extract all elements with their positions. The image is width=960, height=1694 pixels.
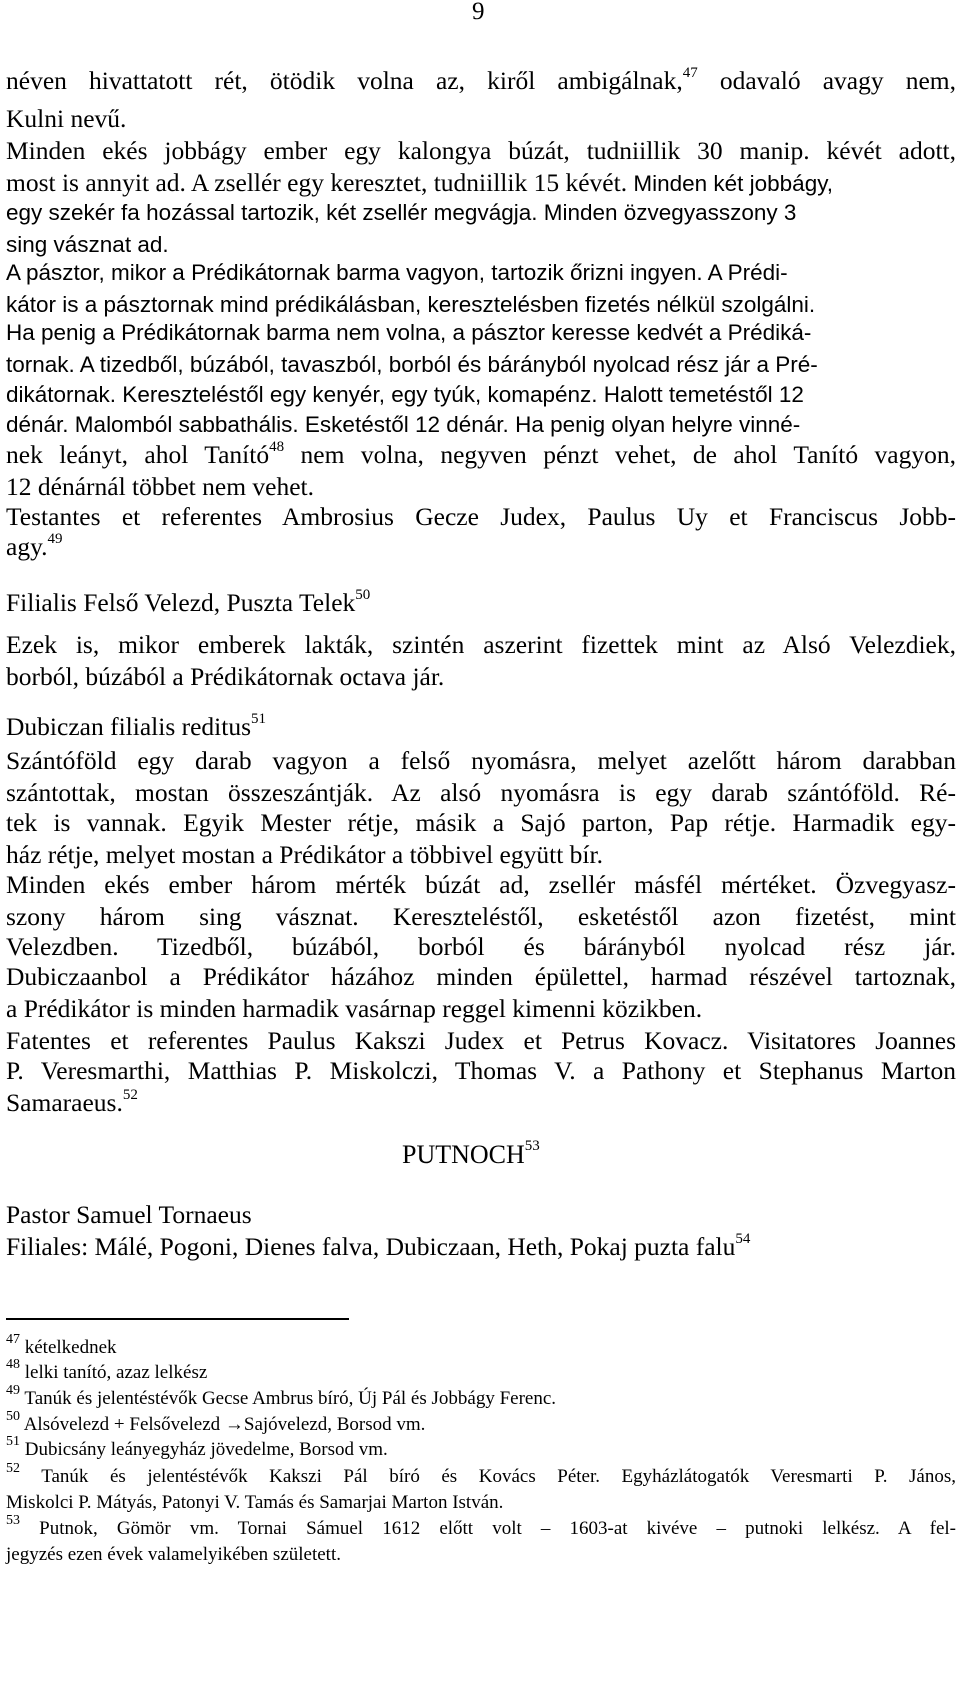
line-text: szántottak, mostan összeszántják. Az alsó nyomásra is egy darab szántóföld. Ré- — [6, 778, 956, 807]
footnote-text: Putnok, Gömör vm. Tornai Sámuel 1612 előtt volt – 1603-at kivéve – putnoki lelkész. A fel- — [39, 1518, 957, 1539]
line-text: Filialis Felső Velezd, Puszta Telek — [6, 588, 356, 617]
footnote — [6, 1356, 208, 1385]
line-text: tek is vannak. Egyik Mester rétje, másik a Sajó parton, Pap rétje. Harmadik egy- — [6, 808, 956, 837]
line-text: agy. — [6, 532, 48, 561]
text-line — [6, 1056, 956, 1086]
text-line — [6, 1026, 956, 1056]
text-line — [6, 502, 956, 532]
footnote-number: 53 — [6, 1512, 20, 1528]
line-text: Minden ekés ember három mérték búzát ad, zsellér másfél mértéket. Özvegyasz- — [6, 870, 956, 899]
line-text: kátor is a pásztornak mind prédikálásban, keresztelésben fizetés nélkül szolgálni. — [6, 292, 816, 317]
text-line — [6, 318, 811, 348]
line-text: dénár. Malomból sabbathális. Esketéstől 12 dénár. — [6, 412, 509, 437]
line-text: Pastor Samuel Tornaeus — [6, 1200, 252, 1229]
text-line — [6, 290, 815, 320]
line-text: egy szekér fa hozással tartozik, két zsellér megvágja. Minden özvegyasszony 3 — [6, 200, 797, 225]
heading-text: PUTNOCH — [402, 1140, 525, 1169]
footnote-ref: 50 — [355, 586, 371, 603]
line-text: szony három sing vásznat. Kereszteléstől, esketéstől azon fizetést, mint — [6, 902, 956, 931]
text-line — [6, 1200, 252, 1230]
text-line — [6, 258, 788, 288]
footnote-number: 48 — [6, 1356, 20, 1372]
line-text-tail: odavaló avagy nem, — [697, 66, 956, 95]
text-line — [6, 350, 818, 380]
footnote-ref: 48 — [269, 438, 285, 455]
line-text: tornak. A tizedből, búzából, tavaszból, borból és bárányból nyolcad rész jár a Pré- — [6, 352, 818, 377]
line-text: borból, búzából a Prédikátornak octava jár. — [6, 662, 445, 691]
line-text: Samaraeus. — [6, 1088, 123, 1117]
line-text-tail: Ha penig olyan helyre vinné- — [508, 412, 801, 437]
text-line — [6, 778, 956, 808]
text-line — [6, 66, 956, 96]
footnote-text: kételkednek — [24, 1337, 117, 1358]
text-line — [6, 962, 956, 992]
line-text: Fatentes et referentes Paulus Kakszi Judex et Petrus Kovacz. Visitatores Joannes — [6, 1026, 956, 1055]
footnote-ref: 49 — [47, 530, 63, 547]
text-line — [6, 440, 956, 470]
line-text: Filiales: Málé, Pogoni, Dienes falva, Dubiczaan, Heth, Pokaj puzta falu — [6, 1232, 736, 1261]
footnote-text: lelki tanító, azaz lelkész — [24, 1362, 208, 1383]
line-text: A pásztor, mikor a Prédikátornak barma vagyon, tartozik őrizni ingyen. A Prédi- — [6, 260, 788, 285]
footnote — [6, 1408, 426, 1437]
text-line — [6, 870, 956, 900]
footnote-ref: 47 — [682, 64, 698, 81]
footnote-rule — [6, 1318, 349, 1320]
text-line — [6, 472, 314, 502]
text-line — [6, 380, 804, 410]
text-line — [6, 902, 956, 932]
text-line — [6, 1088, 138, 1118]
text-line — [6, 168, 833, 199]
section-heading — [402, 1140, 540, 1170]
footnote-text: Miskolci P. Mátyás, Patonyi V. Tamás és Samarjai Marton István. — [6, 1492, 504, 1513]
text-line — [6, 588, 370, 618]
footnote-text: Tanúk és jelentéstévők Kakszi Pál bíró és Kovács Péter. Egyházlátogatók Veresmarti P. János, — [41, 1466, 956, 1487]
text-line — [6, 662, 444, 692]
footnote-number: 47 — [6, 1331, 20, 1347]
footnote — [6, 1491, 503, 1515]
text-line — [6, 136, 956, 166]
line-text: dikátornak. Kereszteléstől egy kenyér, egy tyúk, komapénz. Halott temetéstől 12 — [6, 382, 804, 407]
line-text: nek leányt, ahol Tanító — [6, 440, 270, 469]
line-text: Szántóföld egy darab vagyon a felső nyomásra, melyet azelőtt három darabban — [6, 746, 956, 775]
text-line — [6, 994, 702, 1024]
text-line — [6, 532, 63, 562]
footnote — [6, 1382, 557, 1411]
text-line — [6, 932, 956, 962]
line-text: a Prédikátor is minden harmadik vasárnap reggel kimenni közikben. — [6, 994, 703, 1023]
line-text-tail: Minden két jobbágy, — [627, 171, 834, 196]
line-text: Ezek is, mikor emberek lakták, szintén aszerint fizettek mint az Alsó Velezdiek, — [6, 630, 956, 659]
page-number: 9 — [472, 0, 485, 25]
text-line — [6, 1232, 750, 1262]
footnote-text: Alsóvelezd + Felsővelezd →Sajóvelezd, Borsod vm. — [23, 1414, 426, 1435]
line-text: sing vásznat ad. — [6, 232, 169, 257]
text-line — [6, 808, 956, 838]
line-text: most is annyit ad. A zsellér egy keresztet, tudniillik 15 kévét. — [6, 168, 628, 197]
footnote-number: 49 — [6, 1382, 20, 1398]
footnote-number: 51 — [6, 1433, 20, 1449]
text-line — [6, 746, 956, 776]
line-text: Kulni nevű. — [6, 104, 127, 133]
line-text: P. Veresmarthi, Matthias P. Miskolczi, Thomas V. a Pathony et Stephanus Marton — [6, 1056, 956, 1085]
footnote-text: Tanúk és jelentéstévők Gecse Ambrus bíró, Új Pál és Jobbágy Ferenc. — [24, 1388, 557, 1409]
text-line — [6, 840, 603, 870]
line-text: Ha penig a Prédikátornak barma nem volna, a pásztor keresse kedvét a Prédiká- — [6, 320, 812, 345]
line-text: Dubiczan filialis reditus — [6, 712, 252, 741]
footnote-text: jegyzés ezen évek valamelyikében született. — [6, 1544, 341, 1565]
line-text: Velezdben. Tizedből, búzából, borból és bárányból nyolcad rész jár. — [6, 932, 956, 961]
text-line — [6, 630, 956, 660]
line-text: Dubiczaanbol a Prédikátor házához minden épülettel, harmad részével tartoznak, — [6, 962, 956, 991]
line-text: néven hivattatott rét, ötödik volna az, kiről ambigálnak, — [6, 66, 683, 95]
footnote — [6, 1543, 341, 1567]
text-line — [6, 198, 796, 228]
footnote — [6, 1433, 388, 1462]
footnote-ref: 53 — [524, 1138, 540, 1155]
footnote-ref: 54 — [735, 1230, 751, 1247]
line-text-tail: nem volna, negyven pénzt vehet, de ahol Tanító vagyon, — [284, 440, 956, 469]
footnote — [6, 1512, 957, 1541]
line-text: Testantes et referentes Ambrosius Gecze Judex, Paulus Uy et Franciscus Jobb- — [6, 502, 956, 531]
line-text: Minden ekés jobbágy ember egy kalongya búzát, tudniillik 30 manip. kévét adott, — [6, 136, 956, 165]
footnote-ref: 52 — [122, 1086, 138, 1103]
line-text: 12 dénárnál többet nem vehet. — [6, 472, 315, 501]
text-line — [6, 104, 126, 134]
text-line — [6, 410, 800, 440]
footnote — [6, 1331, 117, 1360]
text-line — [6, 230, 169, 260]
footnote-ref: 51 — [251, 710, 267, 727]
footnote-number: 52 — [6, 1460, 20, 1476]
footnote-text: Dubicsány leányegyház jövedelme, Borsod vm. — [24, 1439, 388, 1460]
footnote — [6, 1460, 956, 1489]
footnote-number: 50 — [6, 1408, 20, 1424]
line-text: ház rétje, melyet mostan a Prédikátor a többivel együtt bír. — [6, 840, 603, 869]
text-line — [6, 712, 266, 742]
